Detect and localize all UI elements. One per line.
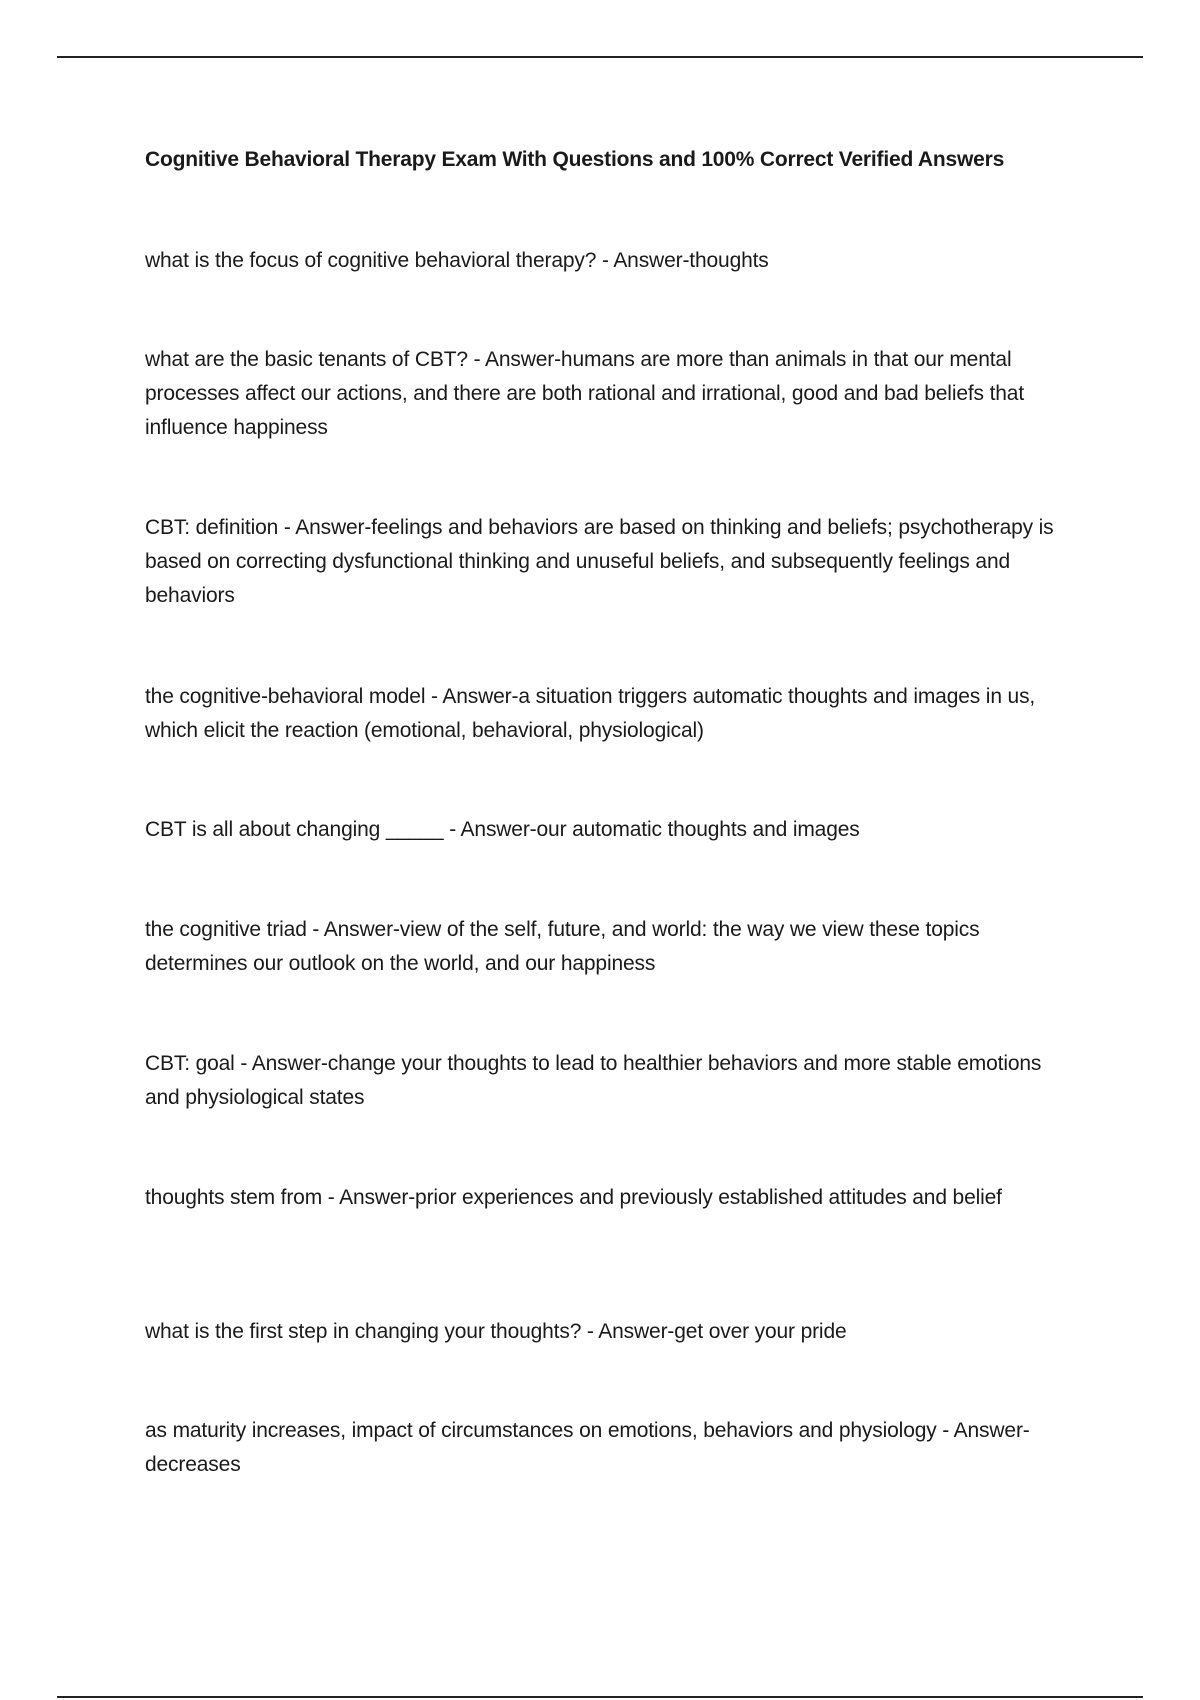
- qa-entry-thoughts-stem: thoughts stem from - Answer-prior experiences and previously established attitudes and belief: [145, 1186, 1002, 1209]
- qa-entry-maturity: as maturity increases, impact of circumstances on emotions, behaviors and physiology - Answer-decreases: [145, 1419, 1030, 1476]
- qa-entry-basic-tenants: what are the basic tenants of CBT? - Answer-humans are more than animals in that our mental processes affect our actions, and there are both rational and irrational, good and bad beliefs that influence happiness: [145, 348, 1025, 439]
- qa-entry-focus: what is the focus of cognitive behavioral therapy? - Answer-thoughts: [145, 249, 769, 272]
- qa-entry-cognitive-behavioral-model: the cognitive-behavioral model - Answer-a situation triggers automatic thoughts and images in us, which elicit the reaction (emotional, behavioral, physiological): [145, 685, 1036, 742]
- qa-entry-cognitive-triad: the cognitive triad - Answer-view of the self, future, and world: the way we view these topics determines our outlook on the world, and our happiness: [145, 918, 980, 975]
- top-rule: [57, 56, 1143, 58]
- qa-entry-definition: CBT: definition - Answer-feelings and behaviors are based on thinking and beliefs; psychotherapy is based on correcting dysfunctional thinking and unuseful beliefs, and subsequently feelings and behaviors: [145, 516, 1054, 607]
- document-title: Cognitive Behavioral Therapy Exam With Questions and 100% Correct Verified Answers: [145, 148, 1005, 171]
- qa-entry-goal: CBT: goal - Answer-change your thoughts to lead to healthier behaviors and more stable emotions and physiological states: [145, 1052, 1042, 1109]
- qa-entry-first-step: what is the first step in changing your thoughts? - Answer-get over your pride: [145, 1320, 847, 1343]
- bottom-rule: [57, 1696, 1143, 1698]
- qa-entry-changing: CBT is all about changing _____ - Answer-our automatic thoughts and images: [145, 818, 860, 841]
